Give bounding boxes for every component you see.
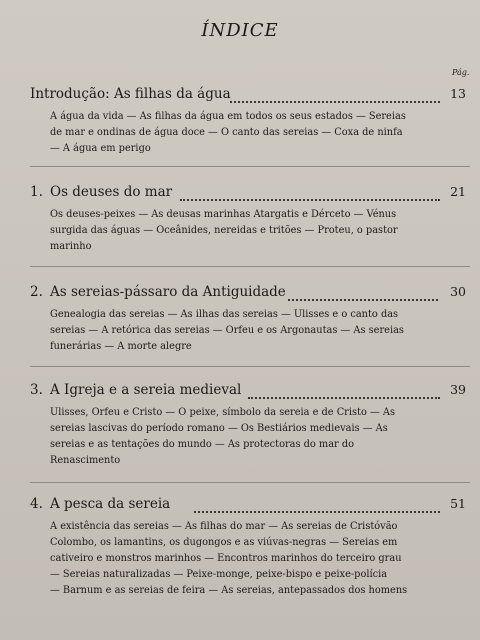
toc-entry-introduction (30, 86, 470, 157)
leader-dots (194, 509, 440, 513)
description-line: — A água em perigo (50, 143, 151, 154)
toc-entry-title: 4. A pesca da sereia (30, 496, 171, 512)
description-line: Renascimento (50, 455, 121, 466)
description-line: Colombo, os lamantins, os dugongos e as viúvas-negras — Sereias em (50, 537, 398, 548)
toc-entry-title: 2. As sereias-pássaro da Antiguidade (30, 284, 286, 300)
description-line: Ulisses, Orfeu e Cristo — O peixe, símbolo da sereia e de Cristo — As (50, 407, 395, 418)
toc-entry-heading (30, 382, 470, 402)
page-column-label: Pág. (452, 68, 470, 77)
description-line: cativeiro e monstros marinhos — Encontros marinhos do terceiro grau (50, 553, 402, 564)
description-line: — Sereias naturalizadas — Peixe-monge, peixe-bispo e peixe-polícia (50, 569, 388, 580)
description-line: funerárias — A morte alegre (50, 341, 192, 352)
toc-entry-2 (30, 284, 470, 355)
description-line: — Barnum e as sereias de feira — As sereias, antepassados dos homens (50, 585, 408, 596)
toc-entry-heading (30, 496, 470, 516)
toc-entry-3 (30, 382, 470, 469)
chapter-number: 4. (30, 496, 43, 512)
description-line: sereias — A retórica das sereias — Orfeu e os Argonautas — As sereias (50, 325, 404, 336)
toc-entry-heading (30, 284, 470, 304)
toc-entry-4 (30, 496, 470, 599)
description-line: marinho (50, 241, 92, 252)
chapter-number: 1. (30, 184, 43, 200)
toc-entry-description (30, 207, 464, 255)
toc-entry-description (30, 109, 464, 157)
toc-entry-1 (30, 184, 470, 255)
toc-page-number: 13 (450, 86, 466, 101)
toc-page-number: 30 (450, 284, 466, 299)
leader-dots (180, 197, 440, 201)
description-line: Genealogia das sereias — As ilhas das sereias — Ulisses e o canto das (50, 309, 399, 320)
description-line: de mar e ondinas de água doce — O canto das sereias — Coxa de ninfa (50, 127, 403, 138)
description-line: sereias e as tentações do mundo — As protectoras do mar do (50, 439, 355, 450)
chapter-number: 2. (30, 284, 43, 300)
page-title: ÍNDICE (201, 20, 279, 41)
description-line: Os deuses-peixes — As deusas marinhas Atargatis e Dérceto — Vénus (50, 209, 397, 220)
toc-entry-description (30, 405, 464, 469)
toc-page-number: 51 (450, 496, 466, 511)
section-divider (30, 266, 470, 267)
description-line: surgida das águas — Oceânides, nereidas e tritões — Proteu, o pastor (50, 225, 398, 236)
toc-entry-title: 1. Os deuses do mar (30, 184, 173, 200)
toc-entry-heading (30, 184, 470, 204)
description-line: A existência das sereias — As filhas do mar — As sereias de Cristóvão (50, 521, 398, 532)
toc-entry-description (30, 519, 464, 599)
leader-dots (248, 395, 440, 399)
chapter-number: 3. (30, 382, 43, 398)
description-line: sereias lascivas do período romano — Os Bestiários medievais — As (50, 423, 388, 434)
toc-entry-title: 3. A Igreja e a sereia medieval (30, 382, 242, 398)
description-line: A água da vida — As filhas da água em todos os seus estados — Sereias (50, 111, 406, 122)
toc-entry-description (30, 307, 464, 355)
section-divider (30, 482, 470, 483)
leader-dots (288, 297, 438, 301)
toc-entry-heading (30, 86, 470, 106)
section-divider (30, 366, 470, 367)
section-divider (30, 166, 470, 167)
leader-dots (230, 99, 440, 103)
toc-entry-title: Introdução: As filhas da água (30, 86, 231, 102)
toc-page-number: 39 (450, 382, 466, 397)
toc-page-number: 21 (450, 184, 466, 199)
